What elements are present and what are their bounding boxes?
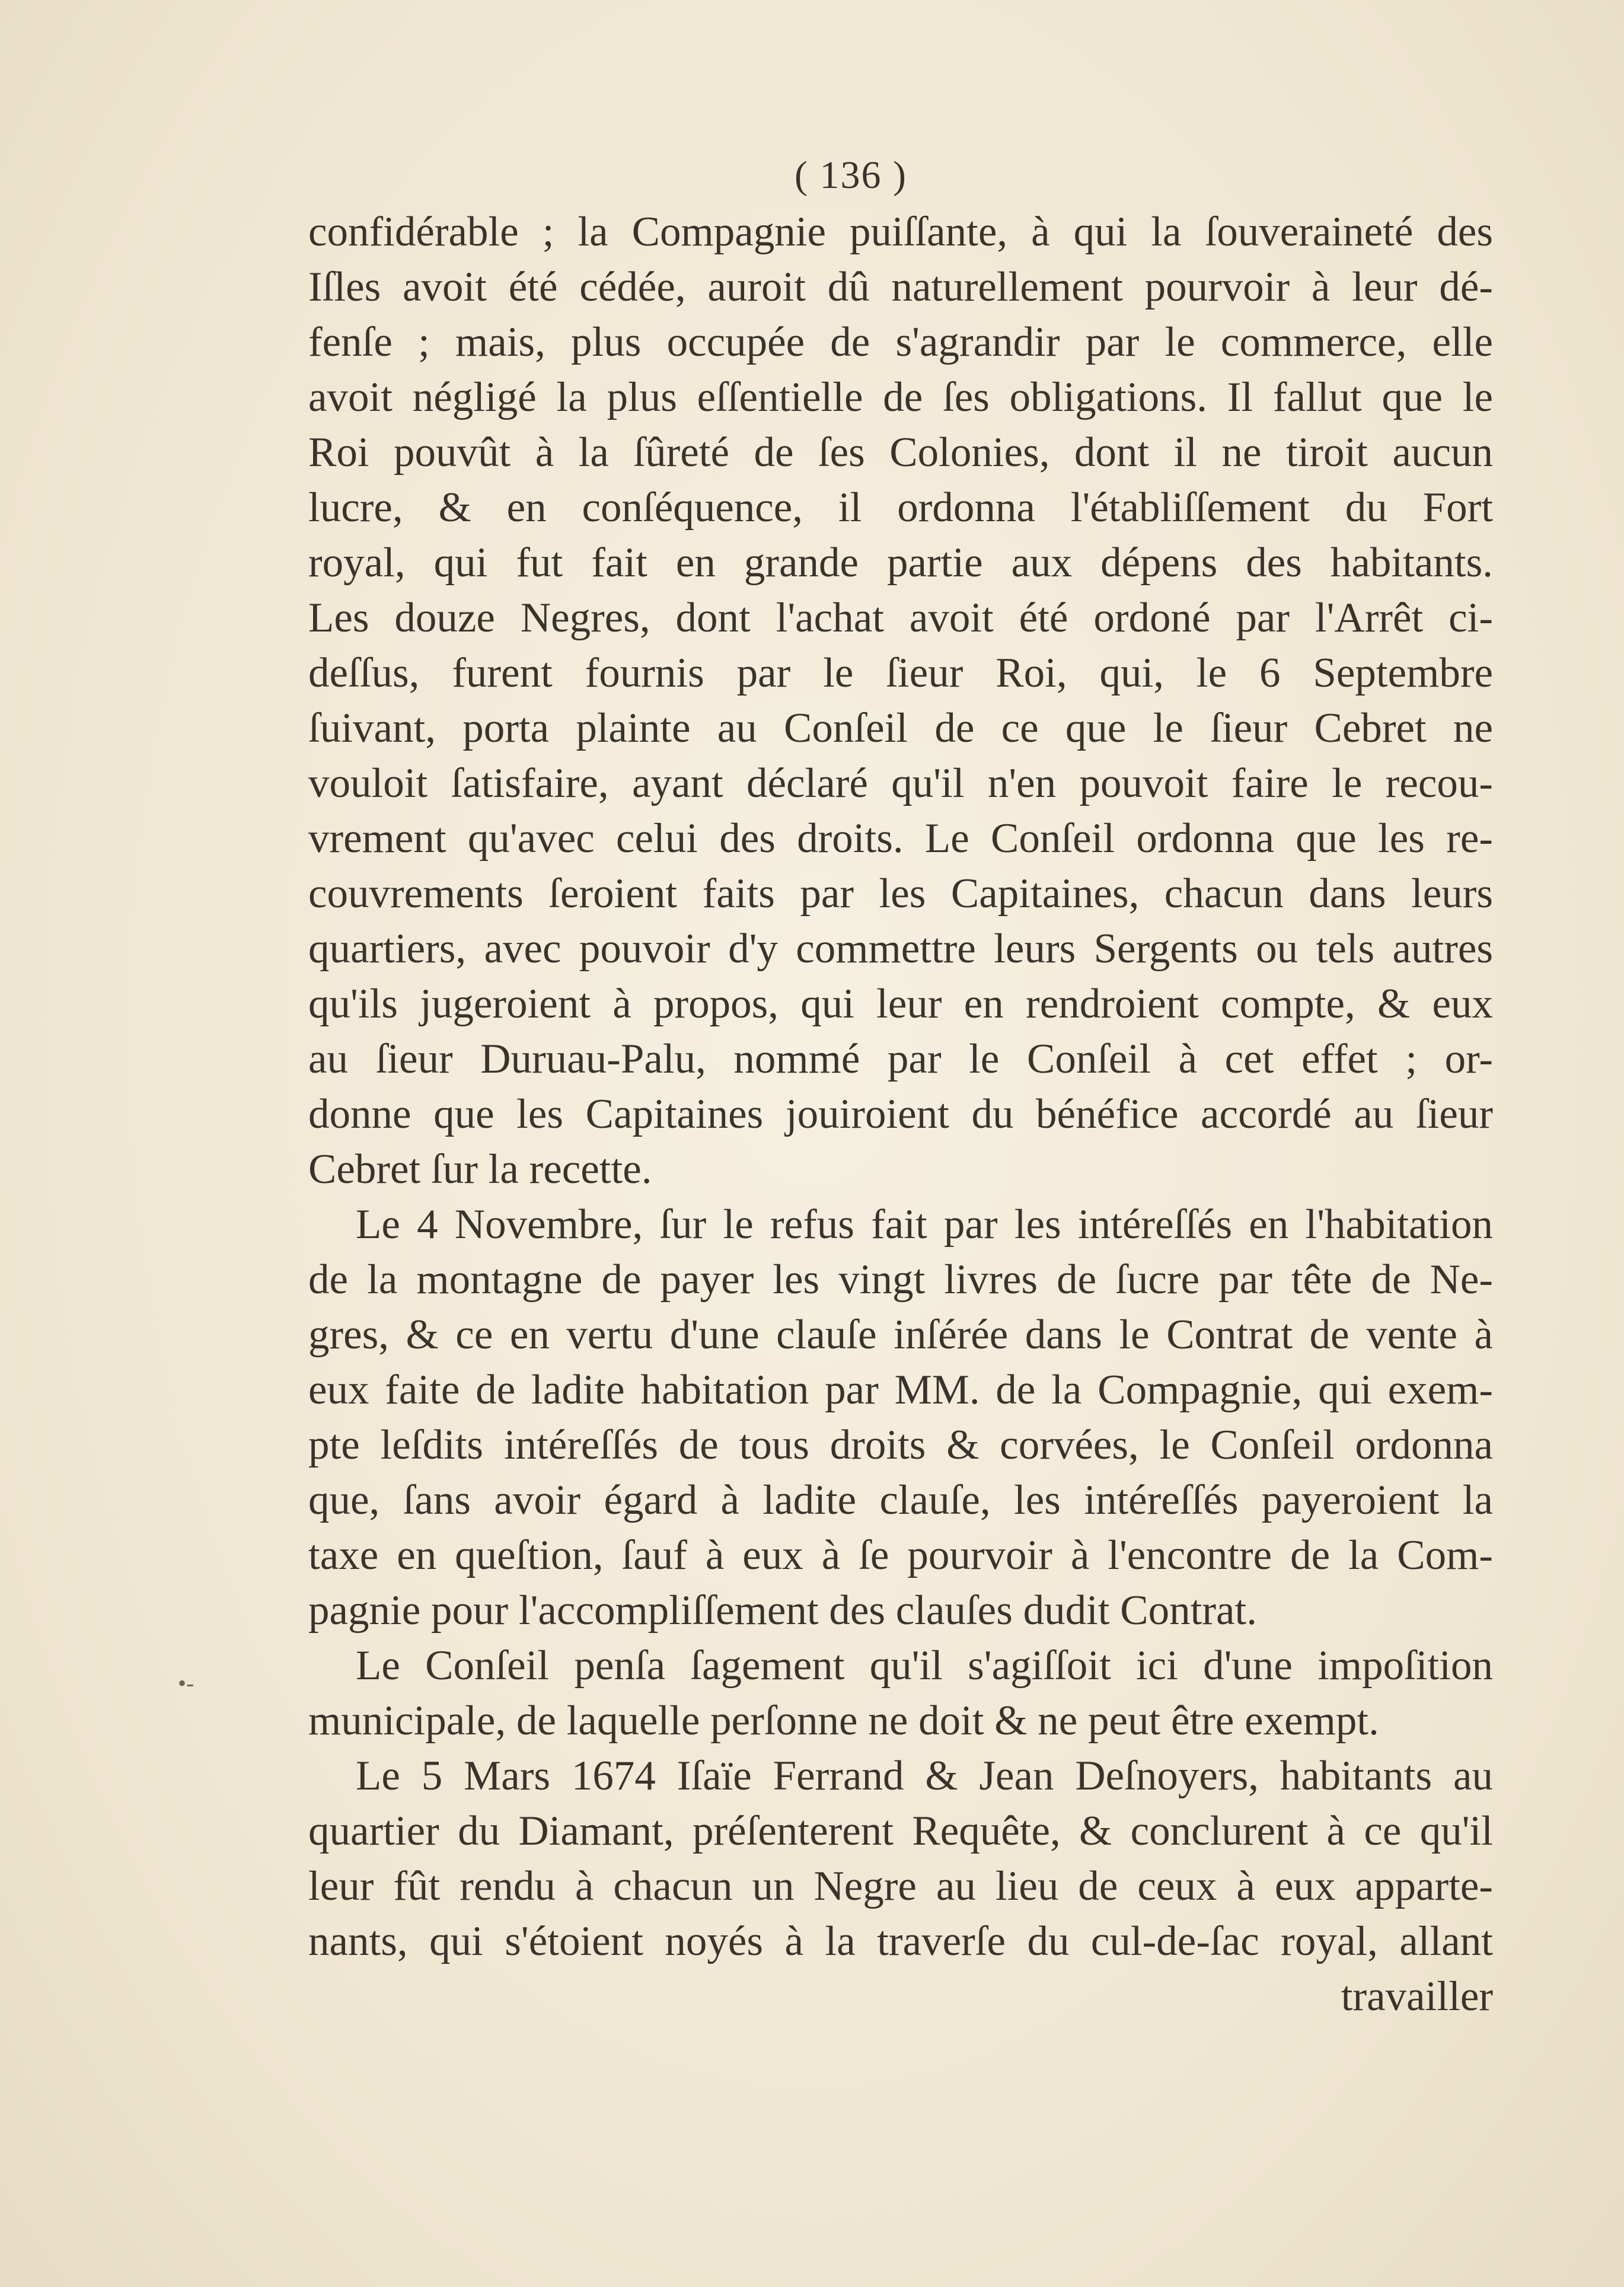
text-line: taxe en queſtion, ſauf à eux à ſe pourvoir à l'encontre de la Com-	[308, 1532, 1493, 1578]
text-line: Le 4 Novembre, ſur le refus fait par les intéreſſés en l'habitation	[356, 1201, 1493, 1248]
body-text	[308, 205, 1493, 2024]
text-line: confidérable ; la Compagnie puiſſante, à qui la ſouveraineté des	[308, 209, 1493, 255]
text-line: Le Conſeil penſa ſagement qu'il s'agiſſoit ici d'une impoſition	[356, 1642, 1493, 1689]
text-line: que, ſans avoir égard à ladite clauſe, les intéreſſés payeroient la	[308, 1477, 1493, 1523]
text-line: Roi pouvût à la ſûreté de ſes Colonies, dont il ne tiroit aucun	[308, 429, 1493, 476]
text-line: au ſieur Duruau-Palu, nommé par le Conſeil à cet effet ; or-	[308, 1036, 1493, 1082]
text-line: leur fût rendu à chacun un Negre au lieu de ceux à eux apparte-	[308, 1863, 1493, 1909]
text-line: vrement qu'avec celui des droits. Le Conſeil ordonna que les re-	[308, 815, 1493, 862]
text-line: avoit négligé la plus eſſentielle de ſes obligations. Il fallut que le	[308, 374, 1493, 420]
text-line: vouloit ſatisfaire, ayant déclaré qu'il n'en pouvoit faire le recou-	[308, 760, 1493, 806]
text-line: qu'ils jugeroient à propos, qui leur en rendroient compte, & eux	[308, 981, 1493, 1027]
text-line: ſuivant, porta plainte au Conſeil de ce que le ſieur Cebret ne	[308, 705, 1493, 751]
text-line: de la montagne de payer les vingt livres de ſucre par tête de Ne-	[308, 1256, 1493, 1303]
text-line: fenſe ; mais, plus occupée de s'agrandir par le commerce, elle	[308, 319, 1493, 365]
text-line: quartier du Diamant, préſenterent Requête, & conclurent à ce qu'il	[308, 1808, 1493, 1854]
text-line: travailler	[1341, 1973, 1493, 2020]
text-line: pte leſdits intéreſſés de tous droits & corvées, le Conſeil ordonna	[308, 1422, 1493, 1468]
text-line: donne que les Capitaines jouiroient du bénéfice accordé au ſieur	[308, 1091, 1493, 1137]
text-line: municipale, de laquelle perſonne ne doit & ne peut être exempt.	[308, 1698, 1379, 1744]
page-number: ( 136 )	[795, 154, 907, 197]
margin-mark: •-	[178, 1670, 194, 1696]
text-line: lucre, & en conſéquence, il ordonna l'établiſſement du Fort	[308, 484, 1493, 531]
text-line: pagnie pour l'accompliſſement des clauſes dudit Contrat.	[308, 1587, 1257, 1634]
text-line: gres, & ce en vertu d'une clauſe inſérée dans le Contrat de vente à	[308, 1312, 1493, 1358]
text-line: Iſles avoit été cédée, auroit dû naturellement pourvoir à leur dé-	[308, 264, 1493, 310]
text-line: quartiers, avec pouvoir d'y commettre leurs Sergents ou tels autres	[308, 926, 1493, 972]
text-line: Le 5 Mars 1674 Iſaïe Ferrand & Jean Deſnoyers, habitants au	[356, 1753, 1493, 1799]
text-line: eux faite de ladite habitation par MM. de la Compagnie, qui exem-	[308, 1367, 1493, 1413]
text-line: Cebret ſur la recette.	[308, 1146, 652, 1192]
text-line: nants, qui s'étoient noyés à la traverſe du cul-de-ſac royal, allant	[308, 1918, 1493, 1964]
text-line: couvrements ſeroient faits par les Capitaines, chacun dans leurs	[308, 870, 1493, 917]
text-line: deſſus, furent fournis par le ſieur Roi, qui, le 6 Septembre	[308, 650, 1493, 696]
text-line: Les douze Negres, dont l'achat avoit été ordoné par l'Arrêt ci-	[308, 595, 1493, 641]
text-line: royal, qui fut fait en grande partie aux dépens des habitants.	[308, 540, 1493, 586]
